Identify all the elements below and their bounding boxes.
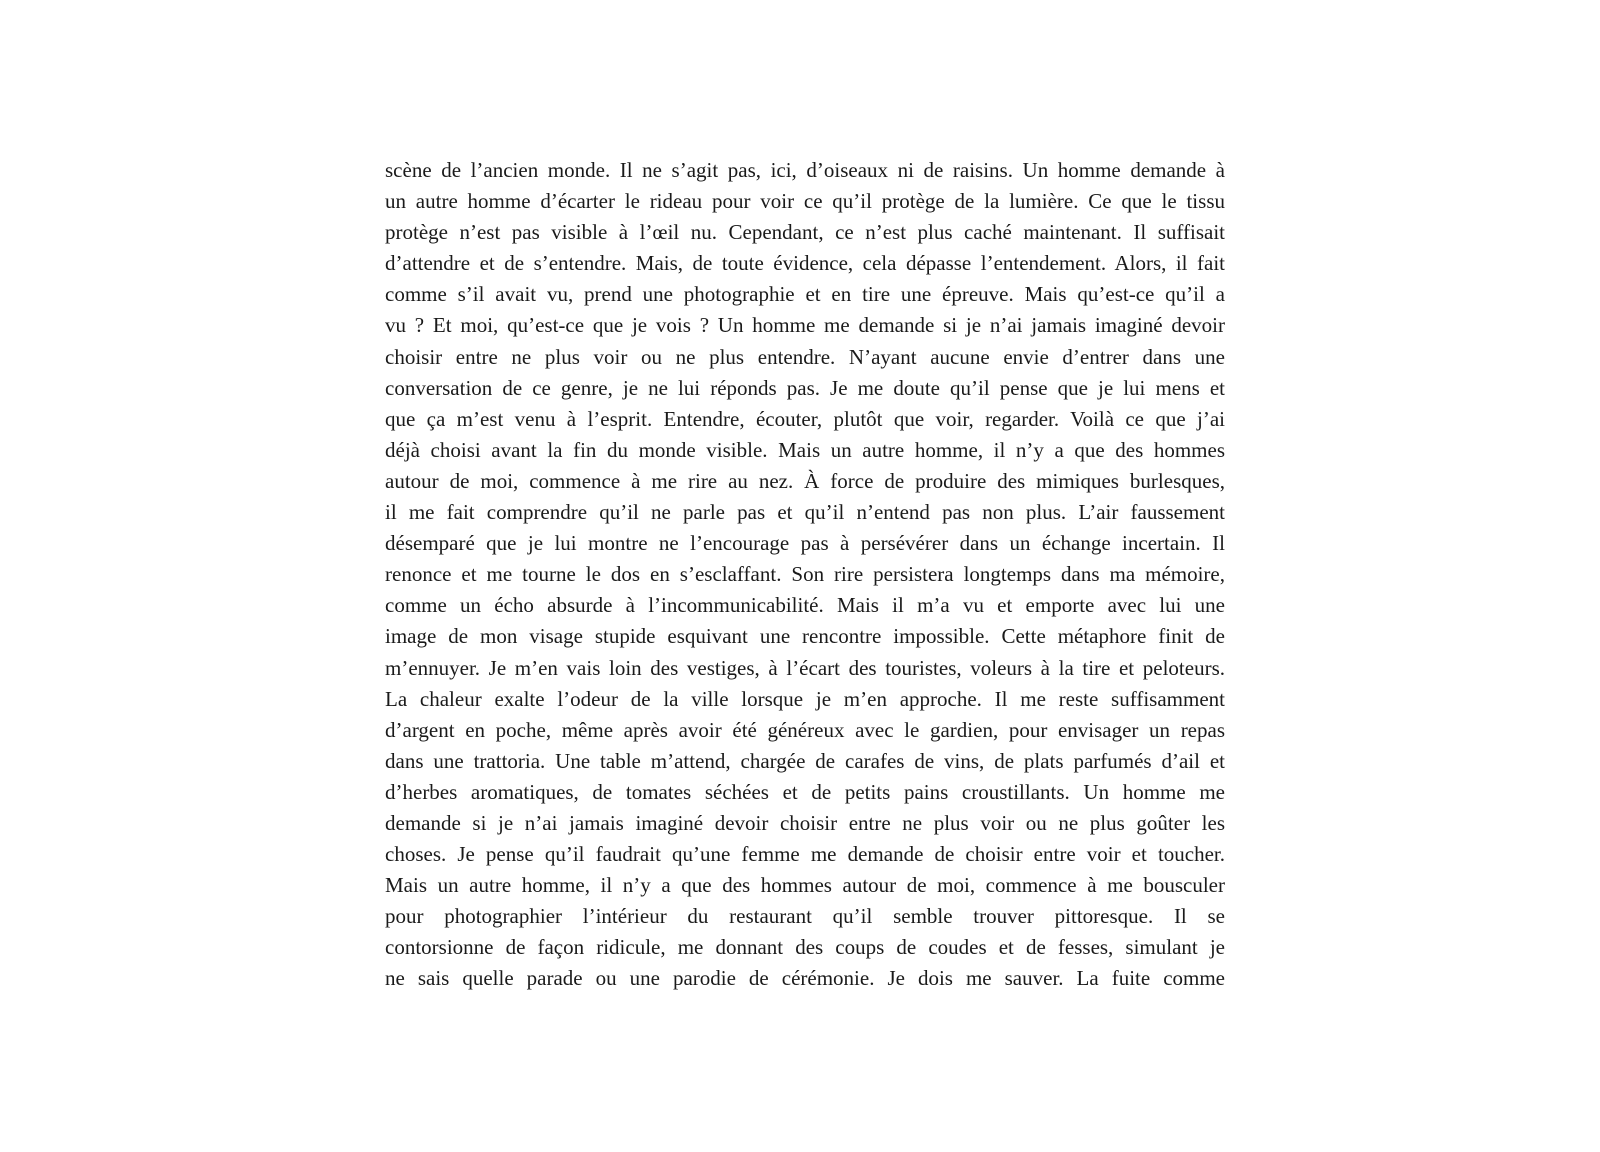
- text-line: protège n’est pas visible à l’œil nu. Cependant, ce n’est plus caché maintenant. Il suffisait: [385, 220, 1225, 245]
- text-line: d’herbes aromatiques, de tomates séchées et de petits pains croustillants. Un homme me: [385, 779, 1225, 804]
- text-line: désemparé que je lui montre ne l’encourage pas à persévérer dans un échange incertain. Il: [385, 531, 1225, 556]
- text-line: ne sais quelle parade ou une parodie de cérémonie. Je dois me sauver. La fuite comme: [385, 966, 1225, 991]
- text-line: contorsionne de façon ridicule, me donnant des coups de coudes et de fesses, simulant je: [385, 935, 1225, 960]
- text-line: il me fait comprendre qu’il ne parle pas et qu’il n’entend pas non plus. L’air faussement: [385, 500, 1225, 525]
- text-line: choisir entre ne plus voir ou ne plus entendre. N’ayant aucune envie d’entrer dans une: [385, 344, 1225, 369]
- text-line: demande si je n’ai jamais imaginé devoir choisir entre ne plus voir ou ne plus goûter les: [385, 810, 1225, 835]
- text-line: conversation de ce genre, je ne lui réponds pas. Je me doute qu’il pense que je lui mens et: [385, 375, 1225, 400]
- text-line: comme un écho absurde à l’incommunicabilité. Mais il m’a vu et emporte avec lui une: [385, 593, 1225, 618]
- text-line: d’attendre et de s’entendre. Mais, de toute évidence, cela dépasse l’entendement. Alors, il fait: [385, 251, 1225, 276]
- text-line: d’argent en poche, même après avoir été généreux avec le gardien, pour envisager un repas: [385, 717, 1225, 742]
- text-line: image de mon visage stupide esquivant une rencontre impossible. Cette métaphore finit de: [385, 624, 1225, 649]
- text-line: renonce et me tourne le dos en s’esclaffant. Son rire persistera longtemps dans ma mémoire,: [385, 562, 1225, 587]
- text-line: déjà choisi avant la fin du monde visible. Mais un autre homme, il n’y a que des hommes: [385, 437, 1225, 462]
- text-line: vu ? Et moi, qu’est-ce que je vois ? Un homme me demande si je n’ai jamais imaginé devoir: [385, 313, 1225, 338]
- text-line: que ça m’est venu à l’esprit. Entendre, écouter, plutôt que voir, regarder. Voilà ce que j’ai: [385, 406, 1225, 431]
- text-line: Mais un autre homme, il n’y a que des hommes autour de moi, commence à me bousculer: [385, 873, 1225, 898]
- text-line: scène de l’ancien monde. Il ne s’agit pas, ici, d’oiseaux ni de raisins. Un homme demande à: [385, 158, 1225, 182]
- text-line: pour photographier l’intérieur du restaurant qu’il semble trouver pittoresque. Il se: [385, 904, 1225, 929]
- text-line: m’ennuyer. Je m’en vais loin des vestiges, à l’écart des touristes, voleurs à la tire et peloteurs.: [385, 655, 1225, 680]
- text-line: choses. Je pense qu’il faudrait qu’une femme me demande de choisir entre voir et toucher.: [385, 842, 1225, 867]
- body-text: [385, 155, 1225, 995]
- text-line: autour de moi, commence à me rire au nez. À force de produire des mimiques burlesques,: [385, 468, 1225, 493]
- text-line: dans une trattoria. Une table m’attend, chargée de carafes de vins, de plats parfumés d’ail et: [385, 748, 1225, 773]
- text-line: comme s’il avait vu, prend une photographie et en tire une épreuve. Mais qu’est-ce qu’il a: [385, 282, 1225, 307]
- text-line: La chaleur exalte l’odeur de la ville lorsque je m’en approche. Il me reste suffisamment: [385, 686, 1225, 711]
- text-line: un autre homme d’écarter le rideau pour voir ce qu’il protège de la lumière. Ce que le tissu: [385, 189, 1225, 214]
